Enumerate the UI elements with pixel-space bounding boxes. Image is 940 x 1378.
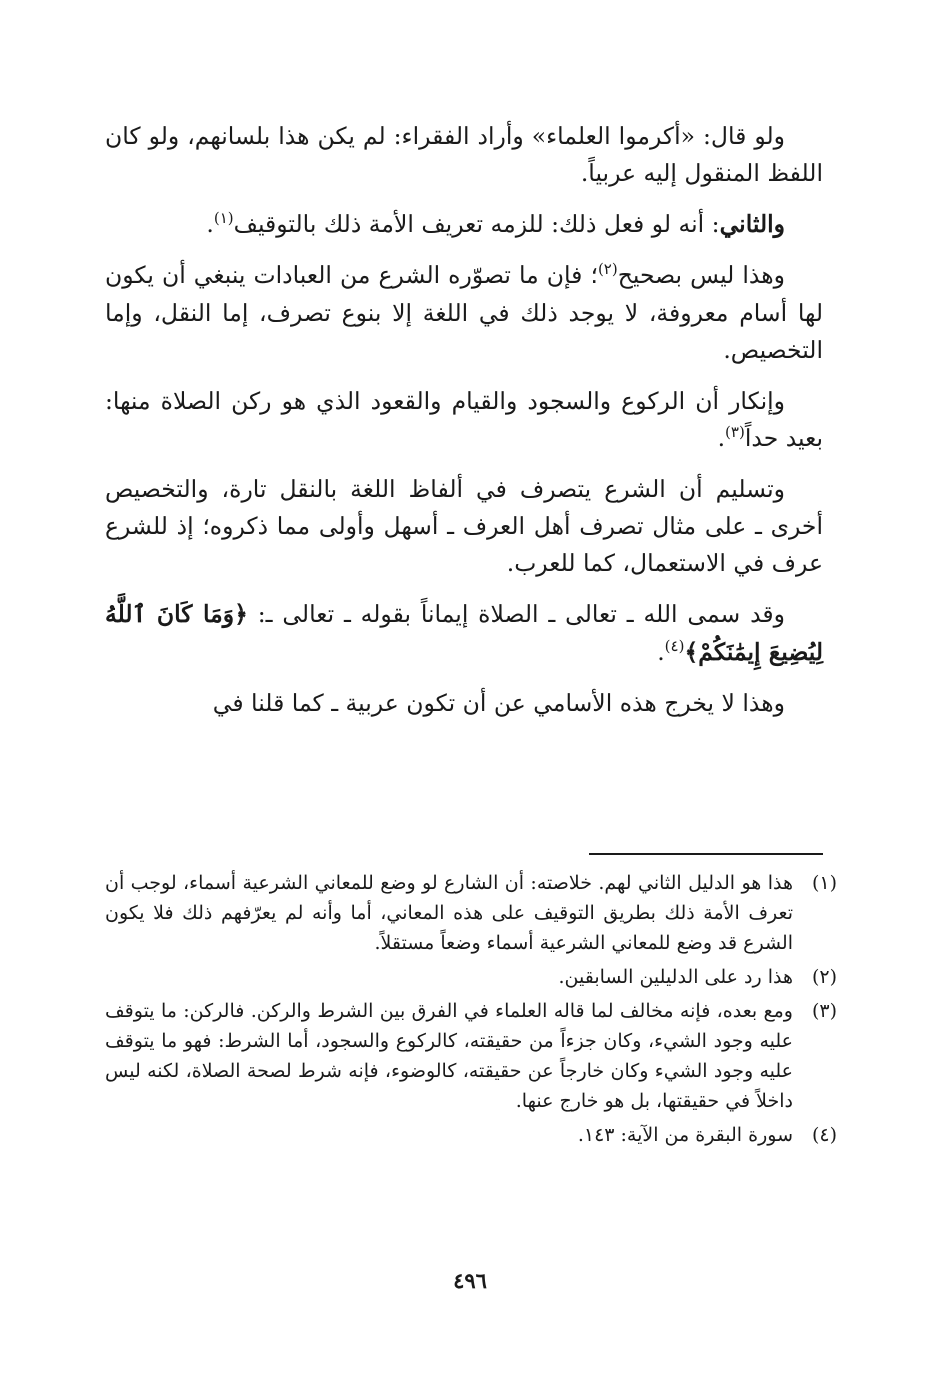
footnote-text: هذا هو الدليل الثاني لهم. خلاصته: أن الشارع لو وضع للمعاني الشرعية أسماء، لوجب أن تعرف الأمة ذلك بطريق التوقيف على هذه المعاني، أما وأنه لم يعرّفهم ذلك فلا يكون الشرع قد وضع للمعاني الشرعية أسماء وضعاً مستقلاً. <box>105 872 793 955</box>
footnote-text: سورة البقرة من الآية: ١٤٣. <box>577 1124 793 1147</box>
paragraph-2-end: . <box>206 210 214 239</box>
paragraph-6-end: . <box>657 637 665 666</box>
footnote-ref-4[interactable]: (٤) <box>664 636 685 655</box>
footnote-ref-3[interactable]: (٣) <box>725 423 745 442</box>
footnote-separator <box>589 853 823 855</box>
paragraph-6 <box>105 596 823 670</box>
footnote-number: (٢) <box>811 966 837 989</box>
paragraph-3 <box>105 257 823 368</box>
footnote-4 <box>105 1120 837 1150</box>
footnotes <box>105 868 837 1154</box>
paragraph-7: وهذا لا يخرج هذه الأسامي عن أن تكون عربية ـ كما قلنا في <box>212 688 785 717</box>
footnote-1 <box>105 868 837 958</box>
footnote-number: (٣) <box>811 1000 837 1023</box>
main-text <box>105 118 823 736</box>
footnote-ref-1[interactable]: (١) <box>213 209 234 228</box>
paragraph-1: ولو قال: «أكرموا العلماء» وأراد الفقراء: لم يكن هذا بلسانهم، ولو كان اللفظ المنقول إليه عربياً. <box>105 122 823 188</box>
paragraph-4-end: . <box>717 423 726 452</box>
paragraph-2-text: : أنه لو فعل ذلك: للزمه تعريف الأمة ذلك بالتوقيف <box>233 210 720 239</box>
paragraph-4 <box>105 383 823 457</box>
footnote-2 <box>105 962 837 992</box>
paragraph-6-text: وقد سمى الله ـ تعالى ـ الصلاة إيماناً بقوله ـ تعالى ـ: <box>247 600 785 629</box>
footnote-text: ومع بعده، فإنه مخالف لما قاله العلماء في الفرق بين الشرط والركن. فالركن: ما يتوقف عليه وجود الشيء، وكان جزءاً من حقيقته، كالركوع والسجود، أما الشرط: فهو ما يتوقف عليه وجود الشيء وكان خارجاً عن حقيقته، كالوضوء، فإنه شرط لصحة الصلاة، لكنه ليس داخلاً في حقيقتها، بل هو خارج عنها. <box>105 1000 793 1113</box>
footnote-number: (١) <box>811 872 837 894</box>
paragraph-4-text: وإنكار أن الركوع والسجود والقيام والقعود الذي هو ركن الصلاة منها: بعيد حداً <box>105 386 823 452</box>
footnote-number: (٤) <box>811 1124 837 1147</box>
footnote-text: هذا رد على الدليلين السابقين. <box>558 966 793 989</box>
paragraph-3-rest: ؛ فإن ما تصوّره الشرع من العبادات ينبغي أن يكون لها أسام معروفة، لا يوجد ذلك في اللغة إلا بنوع تصرف، إما النقل، وإما التخصيص. <box>105 261 823 364</box>
quran-verse: ﴿وَمَا كَانَ ٱللَّهُ لِيُضِيعَ إِيمَٰنَكُمْ﴾ <box>105 600 823 666</box>
page-number: ٤٩٦ <box>453 1268 487 1293</box>
paragraph-2-lead: والثاني <box>719 210 785 239</box>
paragraph-5: وتسليم أن الشرع يتصرف في ألفاظ اللغة بالنقل تارة، والتخصيص أخرى ـ على مثال تصرف أهل العرف ـ أسهل وأولى مما ذكروه؛ إذ للشرع عرف في الاستعمال، كما للعرب. <box>105 475 823 578</box>
paragraph-3-text: وهذا ليس بصحيح <box>617 261 785 290</box>
paragraph-2 <box>105 206 823 243</box>
footnote-ref-2[interactable]: (٢) <box>597 260 618 279</box>
footnote-3 <box>105 996 837 1116</box>
